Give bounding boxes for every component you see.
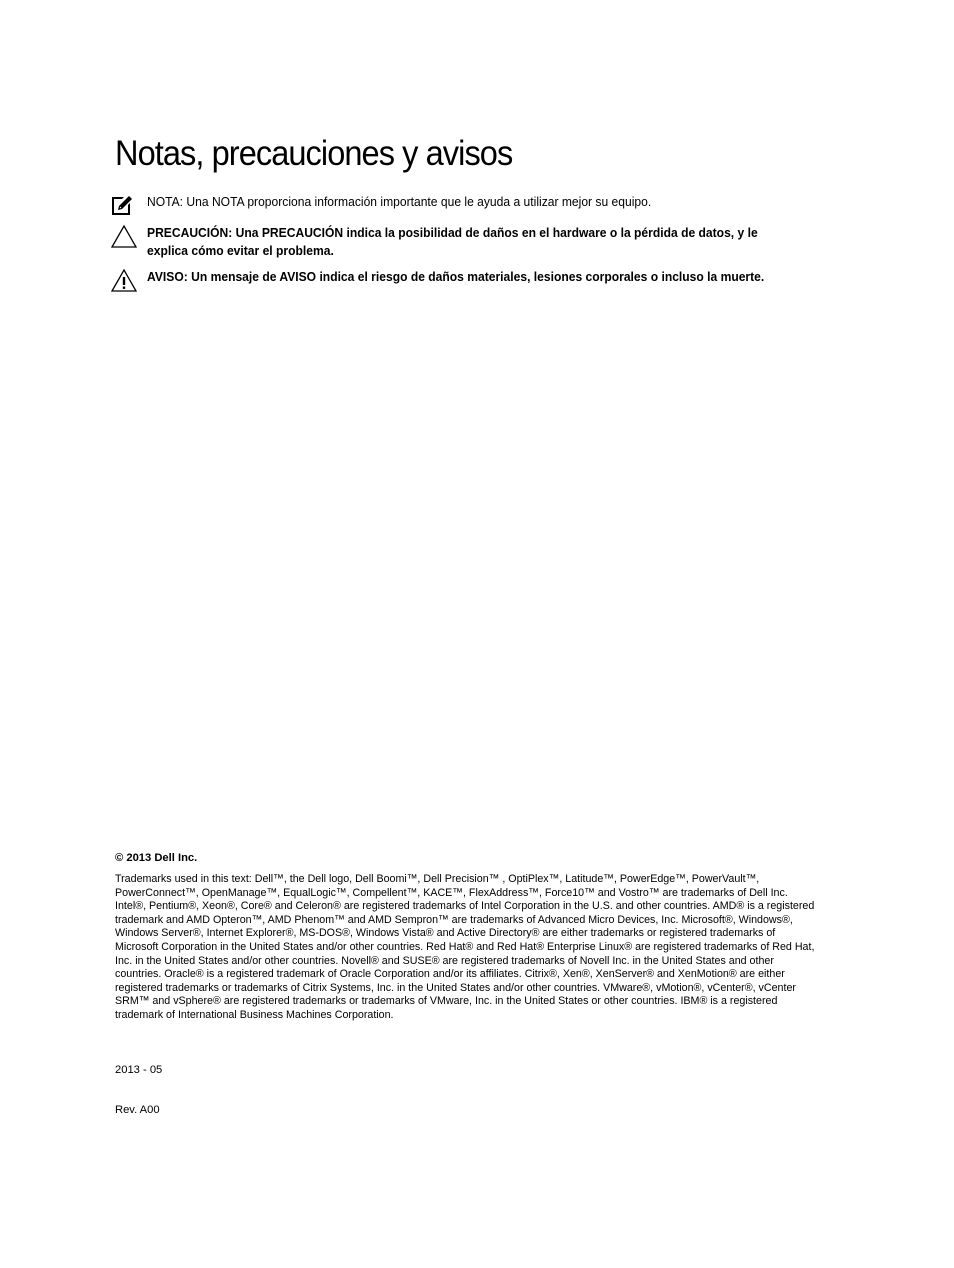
- pencil-note-icon: [110, 193, 138, 219]
- warning-text: [147, 268, 798, 286]
- revision: Rev. A00: [115, 1104, 160, 1116]
- copyright: © 2013 Dell Inc.: [115, 852, 198, 864]
- publication-date: 2013 - 05: [115, 1064, 163, 1076]
- warning-label: AVISO:: [147, 269, 188, 284]
- caution-body: Una PRECAUCIÓN indica la posibilidad de daños en el hardware o la pérdida de datos, y le explica cómo evitar el problema.: [147, 225, 758, 258]
- trademarks-paragraph: Trademarks used in this text: Dell™, the Dell logo, Dell Boomi™, Dell Precision™ , OptiPlex™, Latitude™, PowerEdge™, PowerVault™, PowerConnect™, OpenManage™, EqualLogic™, Compellent™, KACE™, FlexAddress™, Force10™ and Vostro™ are trademarks of Dell Inc. Intel®, Pentium®, Xeon®, Core® and Celeron® are registered trademarks of Intel Corporation in the U.S. and other countries. AMD® is a registered trademark and AMD Opteron™, AMD Phenom™ and AMD Sempron™ are trademarks of Advanced Micro Devices, Inc. Microsoft®, Windows®, Windows Server®, Internet Explorer®, MS-DOS®, Windows Vista® and Active Directory® are either trademarks or registered trademarks of Microsoft Corporation in the United States and/or other countries. Red Hat® and Red Hat® Enterprise Linux® are registered trademarks of Red Hat, Inc. in the United States and/or other countries. Novell® and SUSE® are registered trademarks of Novell Inc. in the United States and other countries. Oracle® is a registered trademark of Oracle Corporation and/or its affiliates. Citrix®, Xen®, XenServer® and XenMotion® are either registered trademarks or trademarks of Citrix Systems, Inc. in the United States and/or other countries. VMware®, vMotion®, vCenter®, vCenter SRM™ and vSphere® are registered trademarks or trademarks of VMware, Inc. in the United States or other countries. IBM® is a registered trademark of International Business Machines Corporation.: [115, 873, 815, 1021]
- warning-exclamation-icon: [110, 268, 138, 294]
- note-body: Una NOTA proporciona información importante que le ayuda a utilizar mejor su equipo.: [183, 194, 652, 209]
- caution-text: [147, 224, 798, 260]
- caution-label: PRECAUCIÓN:: [147, 225, 233, 240]
- warning-body: Un mensaje de AVISO indica el riesgo de daños materiales, lesiones corporales o incluso la muerte.: [187, 269, 765, 284]
- page-title: Notas, precauciones y avisos: [115, 134, 513, 173]
- note-label: NOTA:: [147, 194, 184, 209]
- caution-triangle-icon: [110, 224, 138, 250]
- note-text: [147, 193, 798, 211]
